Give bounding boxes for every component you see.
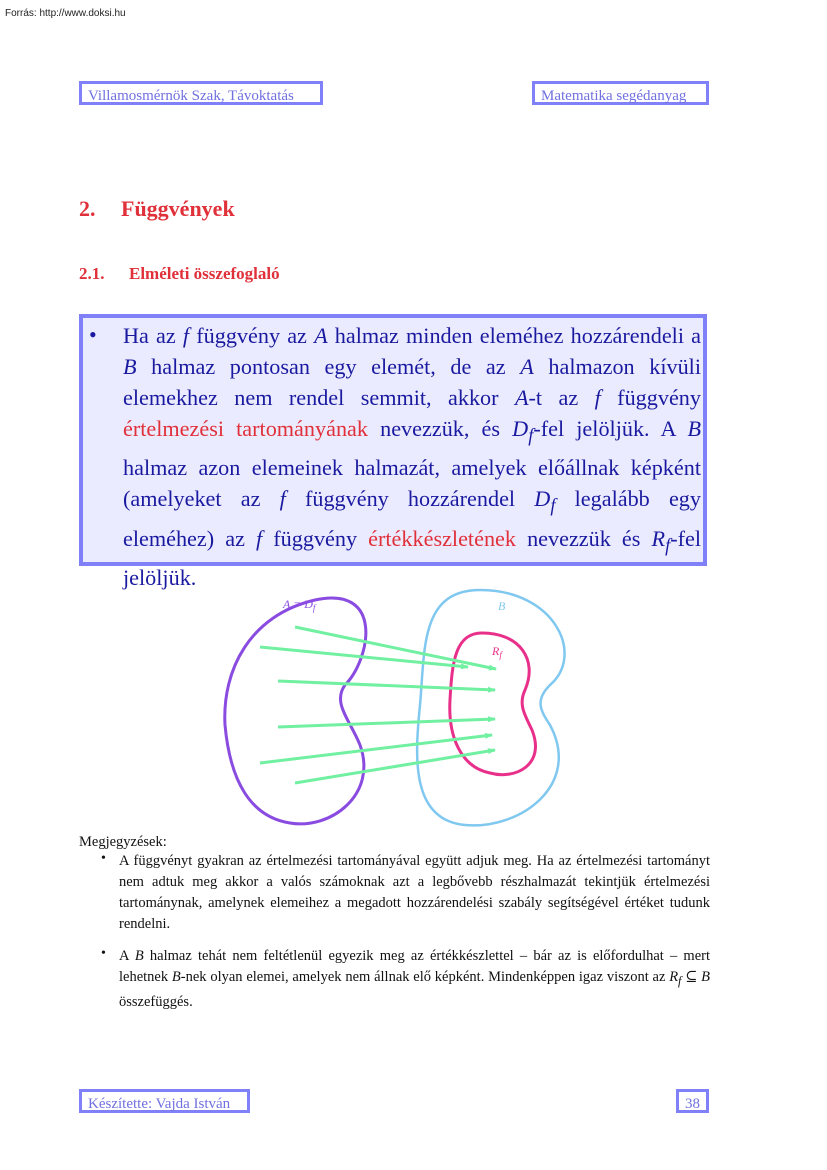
header-right-box: Matematika segédanyag: [532, 81, 709, 105]
arrow-4: [278, 719, 495, 727]
label-Rf: $R_f$: [492, 644, 502, 660]
section-number: 2.: [79, 196, 96, 221]
subsection-title: [79, 264, 280, 284]
definition-bullet: •: [89, 322, 97, 347]
label-B: B: [498, 599, 506, 613]
footer-author-box: Készítette: Vajda István: [79, 1089, 250, 1113]
arrow-1: [295, 627, 496, 669]
note-2: A B halmaz tehát nem feltétlenül egyezik meg az értékkészlettel – bár az is előfordulhat – mert lehetnek B-nek olyan elemei, amelyek nem állnak elő képként. Mindenképpen igaz viszont az $R_f$ ⊆ B összefüggés.: [119, 948, 711, 1010]
source-link[interactable]: Forrás: http://www.doksi.hu: [5, 8, 126, 19]
function-mapping-diagram: [220, 585, 600, 830]
section-title: [79, 196, 235, 222]
definition-box: [79, 314, 707, 591]
set-B-outline: [417, 590, 564, 825]
arrow-3: [278, 681, 495, 690]
label-A-Df: $A = D_f$: [283, 597, 316, 613]
notes-title: Megjegyzések:: [79, 834, 167, 850]
subsection-number: 2.1.: [79, 264, 105, 283]
term-domain: értelmezési tartományának: [123, 416, 368, 441]
definition-text: Ha az f függvény az A halmaz minden eleméhez hozzárendeli a B halmaz pontosan egy elemét, de az A halmazon kívüli elemekhez nem rendel semmit, akkor A-t az f függvény értelmezési tartományának nevezzük, és $D_f$-fel jelöljük. A B halmaz azon elemeinek halmazát, amelyek előállnak képként (amelyeket az f függvény hozzárendel $D_f$ legalább egy eleméhez) az f függvény értékkészletének nevezzük és $R_f$-fel jelöljük.: [123, 323, 702, 591]
section-title-text: Függvények: [121, 196, 235, 221]
mapping-arrows: [260, 627, 496, 783]
set-A-outline: [225, 598, 366, 824]
header-left-box: Villamosmérnök Szak, Távoktatás: [79, 81, 323, 105]
note-bullet: •: [101, 851, 106, 866]
note-1: A függvényt gyakran az értelmezési tartományával együtt adjuk meg. Ha az értelmezési tartományt nem adtuk meg akkor a valós számoknak azt a legbővebb részhalmazát tekintjük értelmezési tartománynak, amelynek elemeihez a megadott hozzárendelési szabály segítségével értéket tudunk rendelni.: [119, 853, 710, 932]
footer-page-number: 38: [676, 1089, 709, 1113]
term-range: értékkészletének: [368, 525, 516, 551]
subsection-title-text: Elméleti összefoglaló: [129, 264, 280, 283]
note-bullet: •: [101, 946, 106, 961]
